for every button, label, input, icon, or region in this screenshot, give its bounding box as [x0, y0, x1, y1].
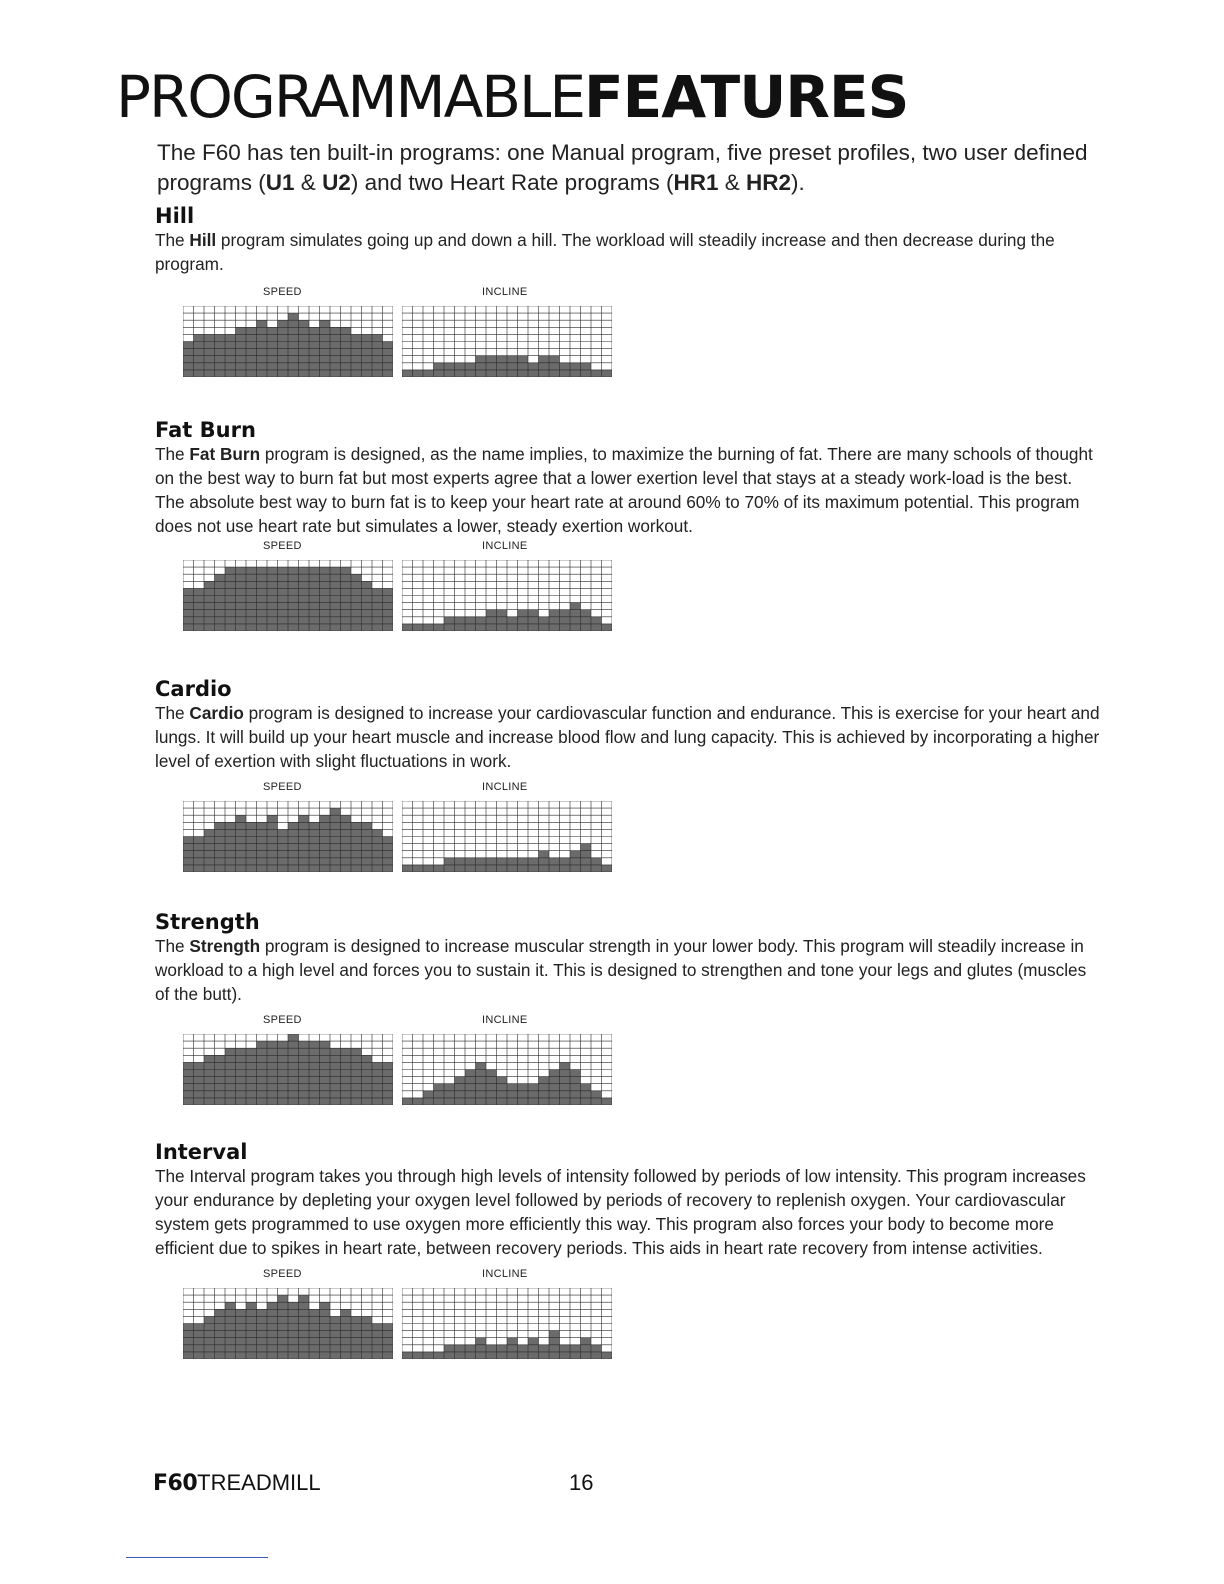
speed-bar: [257, 567, 268, 631]
intro-u1: U1: [265, 170, 295, 195]
incline-bar: [402, 624, 413, 631]
incline-bar: [570, 851, 581, 872]
incline-profile-chart: [402, 801, 612, 872]
incline-bar: [413, 865, 424, 872]
intro-hr1: HR1: [673, 170, 719, 195]
incline-bar: [402, 865, 413, 872]
incline-bar: [486, 356, 497, 377]
incline-bar: [413, 1352, 424, 1359]
section-title: Strength: [155, 910, 260, 934]
profile-charts: [155, 538, 1105, 648]
bottom-rule: [126, 1557, 268, 1558]
incline-label: INCLINE: [482, 1268, 528, 1280]
intro-text: The F60 has ten built-in programs: one Manual program, five preset profiles, two user defined programs (: [157, 140, 1088, 195]
speed-bar: [257, 1041, 268, 1105]
speed-bar: [236, 1309, 247, 1359]
profile-charts: [155, 773, 1105, 883]
speed-label: SPEED: [263, 286, 302, 298]
desc-lead: The: [155, 936, 190, 956]
incline-bar: [539, 356, 550, 377]
desc-lead: The: [155, 703, 190, 723]
incline-bar: [402, 370, 413, 377]
incline-bar: [476, 356, 487, 377]
speed-bar: [278, 1295, 289, 1359]
incline-bar: [528, 1084, 539, 1105]
desc-text: program is designed, as the name implies, to maximize the burning of fat. There are many schools of thought on the best way to burn fat but most experts agree that a lower exertion level that stays at a steady work-load is the best. The absolute best way to burn fat is to keep your heart rate at around 60% to 70% of its maximum potential. This program does not use heart rate but simulates a lower, steady exertion workout.: [155, 444, 1093, 536]
speed-bar: [330, 567, 341, 631]
incline-bar: [434, 624, 445, 631]
incline-bar: [444, 1084, 455, 1105]
incline-bar: [581, 1338, 592, 1359]
page-title-bold: FEATURES: [584, 63, 909, 131]
section-strength: [155, 910, 1105, 1116]
speed-bar: [267, 327, 278, 377]
speed-bar: [288, 313, 299, 377]
incline-bar: [497, 356, 508, 377]
incline-bar: [497, 610, 508, 631]
speed-bar: [341, 567, 352, 631]
incline-bar: [413, 624, 424, 631]
incline-bar: [549, 356, 560, 377]
section-title: Hill: [155, 204, 195, 228]
incline-label: INCLINE: [482, 540, 528, 552]
incline-bar: [434, 1352, 445, 1359]
speed-bar: [309, 1309, 320, 1359]
speed-bar: [183, 837, 194, 873]
incline-bar: [507, 356, 518, 377]
incline-bar: [591, 370, 602, 377]
speed-label: SPEED: [263, 1014, 302, 1026]
speed-bar: [246, 822, 257, 872]
intro-paragraph: [157, 138, 1117, 198]
footer-model-bold: F60: [153, 1471, 198, 1496]
footer-model-text: TREADMILL: [197, 1470, 321, 1495]
speed-bar: [183, 1324, 194, 1360]
desc-text: program is designed to increase muscular strength in your lower body. This program will steadily increase in workload to a high level and forces you to sustain it. This is designed to strengthen and tone your legs and glutes (muscles of the butt).: [155, 936, 1087, 1004]
intro-text: &: [718, 170, 746, 195]
speed-bar: [183, 342, 194, 378]
incline-bar: [539, 851, 550, 872]
incline-bar: [602, 370, 613, 377]
desc-bold: Cardio: [189, 703, 244, 723]
speed-bar: [257, 1309, 268, 1359]
incline-bar: [423, 624, 434, 631]
incline-bar: [423, 370, 434, 377]
section-description: [155, 442, 1105, 538]
incline-bar: [465, 1070, 476, 1106]
speed-bar: [362, 822, 373, 872]
incline-bar: [486, 610, 497, 631]
speed-bar: [225, 567, 236, 631]
speed-profile-chart: [183, 306, 393, 377]
section-interval: [155, 1140, 1105, 1370]
incline-bar: [602, 1352, 613, 1359]
speed-bar: [372, 1324, 383, 1360]
incline-bar: [402, 1352, 413, 1359]
incline-bar: [434, 865, 445, 872]
footer-model: [153, 1470, 321, 1496]
speed-profile-chart: [183, 1034, 393, 1105]
incline-profile-chart: [402, 306, 612, 377]
speed-bar: [225, 822, 236, 872]
incline-label: INCLINE: [482, 781, 528, 793]
incline-bar: [581, 1084, 592, 1105]
desc-lead: The Interval program takes you through high levels of intensity followed by periods of low intensity. This program increases your endurance by depleting your oxygen level followed by periods of recovery to replenish oxygen. Your cardiovascular system gets programmed to use oxygen more efficiently this way. This program also forces your body to become more efficient due to spikes in heart rate, between recovery periods. This aids in heart rate recovery from intense activities.: [155, 1166, 1086, 1258]
section-title: Fat Burn: [155, 418, 256, 442]
speed-bar: [236, 567, 247, 631]
page-number: 16: [569, 1470, 594, 1495]
intro-text: ).: [791, 170, 805, 195]
speed-bar: [341, 1309, 352, 1359]
speed-bar: [299, 567, 310, 631]
section-title: Interval: [155, 1140, 248, 1164]
profile-charts: [155, 1006, 1105, 1116]
incline-profile-chart: [402, 1034, 612, 1105]
incline-bar: [518, 610, 529, 631]
speed-bar: [299, 1041, 310, 1105]
speed-bar: [299, 1295, 310, 1359]
incline-bar: [507, 1338, 518, 1359]
incline-bar: [570, 1070, 581, 1106]
speed-bar: [383, 1324, 394, 1360]
incline-bar: [434, 1084, 445, 1105]
section-description: [155, 701, 1105, 773]
section-cardio: [155, 677, 1105, 883]
incline-bar: [423, 1352, 434, 1359]
speed-bar: [278, 567, 289, 631]
speed-bar: [383, 837, 394, 873]
speed-bar: [215, 1309, 226, 1359]
speed-bar: [320, 567, 331, 631]
profile-charts: [155, 276, 1105, 386]
desc-text: program is designed to increase your cardiovascular function and endurance. This is exercise for your heart and lungs. It will build up your heart muscle and increase blood flow and lung capacity. This is achieved by incorporating a higher level of exertion with slight fluctuations in work.: [155, 703, 1100, 771]
desc-bold: Hill: [189, 230, 217, 250]
speed-bar: [267, 1041, 278, 1105]
speed-bar: [246, 567, 257, 631]
intro-hr2: HR2: [745, 170, 791, 195]
desc-bold: Strength: [189, 936, 261, 956]
speed-bar: [278, 1041, 289, 1105]
speed-profile-chart: [183, 801, 393, 872]
incline-bar: [581, 610, 592, 631]
speed-bar: [330, 327, 341, 377]
incline-bar: [486, 1070, 497, 1106]
section-description: [155, 228, 1105, 276]
speed-bar: [246, 327, 257, 377]
speed-bar: [309, 327, 320, 377]
desc-lead: The: [155, 230, 190, 250]
incline-label: INCLINE: [482, 286, 528, 298]
speed-bar: [194, 1324, 205, 1360]
speed-bar: [257, 822, 268, 872]
incline-bar: [476, 1338, 487, 1359]
speed-label: SPEED: [263, 540, 302, 552]
incline-profile-chart: [402, 1288, 612, 1359]
speed-profile-chart: [183, 560, 393, 631]
desc-lead: The: [155, 444, 190, 464]
incline-bar: [402, 1098, 413, 1105]
incline-bar: [602, 1098, 613, 1105]
incline-bar: [528, 610, 539, 631]
speed-bar: [288, 567, 299, 631]
desc-text: program simulates going up and down a hill. The workload will steadily increase and then decrease during the program.: [155, 230, 1055, 274]
incline-bar: [518, 1084, 529, 1105]
speed-bar: [320, 1041, 331, 1105]
incline-bar: [423, 865, 434, 872]
speed-label: SPEED: [263, 781, 302, 793]
speed-bar: [204, 581, 215, 631]
incline-bar: [560, 610, 571, 631]
speed-bar: [204, 1055, 215, 1105]
incline-profile-chart: [402, 560, 612, 631]
speed-bar: [236, 327, 247, 377]
incline-bar: [549, 610, 560, 631]
speed-bar: [309, 567, 320, 631]
intro-text: &: [294, 170, 323, 195]
speed-label: SPEED: [263, 1268, 302, 1280]
speed-bar: [351, 822, 362, 872]
speed-profile-chart: [183, 1288, 393, 1359]
speed-bar: [383, 342, 394, 378]
speed-bar: [215, 1055, 226, 1105]
incline-bar: [602, 624, 613, 631]
speed-bar: [330, 808, 341, 872]
profile-charts: [155, 1260, 1105, 1370]
desc-bold: Fat Burn: [189, 444, 261, 464]
speed-bar: [288, 822, 299, 872]
section-title: Cardio: [155, 677, 232, 701]
speed-bar: [362, 1055, 373, 1105]
section-description: [155, 1164, 1105, 1260]
incline-bar: [549, 1070, 560, 1106]
speed-bar: [194, 837, 205, 873]
speed-bar: [309, 1041, 320, 1105]
speed-bar: [215, 822, 226, 872]
incline-bar: [518, 356, 529, 377]
intro-text: ) and two Heart Rate programs (: [350, 170, 674, 195]
speed-bar: [267, 567, 278, 631]
incline-bar: [413, 1098, 424, 1105]
incline-bar: [413, 370, 424, 377]
intro-u2: U2: [322, 170, 351, 195]
section-fat-burn: [155, 418, 1105, 648]
incline-bar: [507, 1084, 518, 1105]
incline-bar: [528, 1338, 539, 1359]
page-title-regular: PROGRAMMABLE: [116, 63, 585, 131]
page-title: [116, 63, 909, 131]
speed-bar: [309, 822, 320, 872]
speed-bar: [341, 327, 352, 377]
incline-label: INCLINE: [482, 1014, 528, 1026]
incline-bar: [602, 865, 613, 872]
section-description: [155, 934, 1105, 1006]
section-hill: [155, 204, 1105, 386]
speed-bar: [362, 581, 373, 631]
